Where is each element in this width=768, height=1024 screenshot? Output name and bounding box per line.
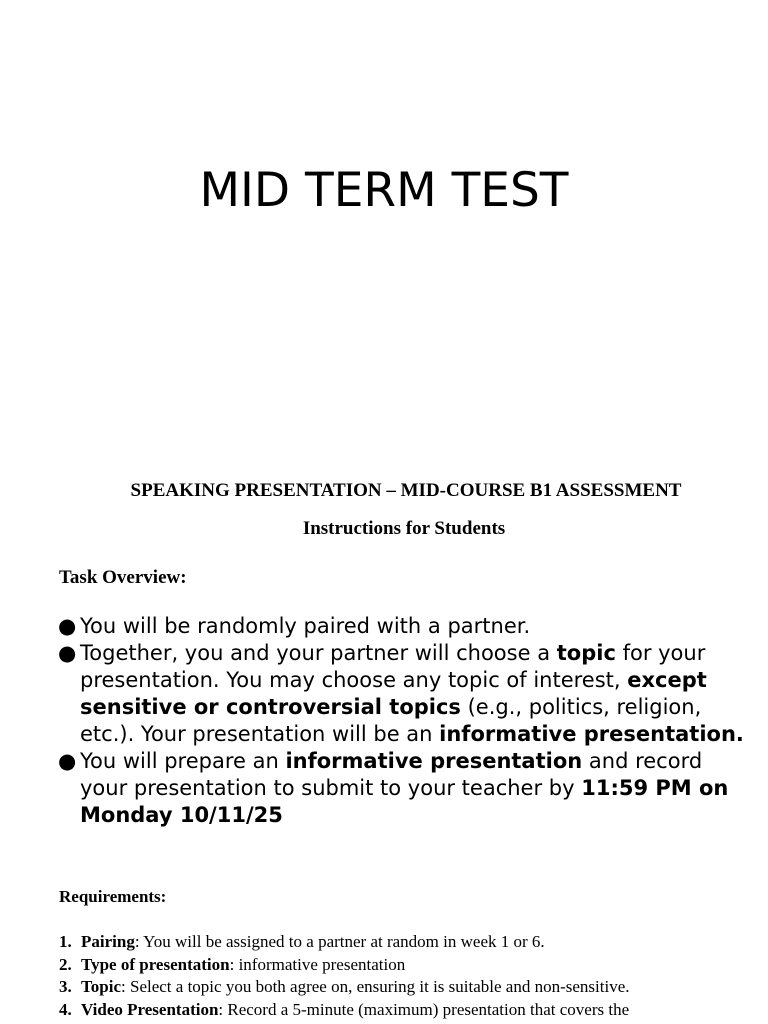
requirement-term: Type of presentation bbox=[81, 954, 230, 974]
bullet-emphasis: except sensitive or controversial topics bbox=[80, 668, 707, 719]
item-number: 2. bbox=[59, 954, 72, 974]
requirement-text: : informative presentation bbox=[229, 954, 406, 974]
bullet-emphasis: informative presentation. bbox=[439, 722, 744, 746]
page-title: MID TERM TEST bbox=[199, 163, 569, 218]
list-item bbox=[58, 640, 748, 748]
bullet-text: Together, you and your partner will choose a bbox=[80, 641, 557, 665]
requirement-term: Topic bbox=[81, 977, 122, 996]
bullet-text: and record your presentation to submit to your teacher by bbox=[80, 749, 703, 800]
item-number: 1. bbox=[59, 932, 72, 951]
task-overview-label: Task Overview: bbox=[59, 567, 187, 588]
requirement-term: Pairing bbox=[81, 932, 135, 951]
requirement-text: : Select a topic you both agree on, ensuring it is suitable and non-sensitive. bbox=[121, 977, 630, 996]
bullet-text: for your presentation. You may choose any topic of interest, bbox=[80, 641, 706, 692]
requirement-text: : You will be assigned to a partner at random in week 1 or 6. bbox=[134, 932, 545, 951]
bullet-text: You will prepare an bbox=[80, 749, 286, 773]
item-number: 3. bbox=[59, 977, 72, 996]
bullet-text: (e.g., politics, religion, etc.). Your presentation will be an bbox=[80, 695, 702, 746]
bullet-icon: ● bbox=[58, 641, 77, 665]
list-item bbox=[59, 954, 759, 977]
list-item bbox=[58, 613, 748, 640]
bullet-emphasis: topic bbox=[556, 641, 616, 665]
assessment-heading: SPEAKING PRESENTATION – MID-COURSE B1 ASSESSMENT bbox=[130, 480, 682, 501]
list-item bbox=[59, 931, 759, 954]
task-overview-list bbox=[58, 613, 748, 829]
bullet-text: You will be randomly paired with a partner. bbox=[80, 614, 531, 638]
instructions-subheading: Instructions for Students bbox=[302, 518, 506, 539]
item-number: 4. bbox=[59, 999, 72, 1019]
requirement-text: : Record a 5-minute (maximum) presentation that covers the bbox=[218, 999, 630, 1019]
bullet-icon: ● bbox=[58, 614, 77, 638]
deadline-text: 11:59 PM on Monday 10/11/25 bbox=[80, 776, 729, 827]
bullet-emphasis: informative presentation bbox=[285, 749, 583, 773]
requirement-term: Video Presentation bbox=[81, 999, 219, 1019]
requirements-label: Requirements: bbox=[59, 887, 167, 906]
list-item bbox=[59, 976, 759, 999]
requirements-list bbox=[59, 931, 759, 1021]
list-item bbox=[59, 999, 759, 1022]
bullet-icon: ● bbox=[58, 749, 77, 773]
list-item bbox=[58, 748, 748, 829]
